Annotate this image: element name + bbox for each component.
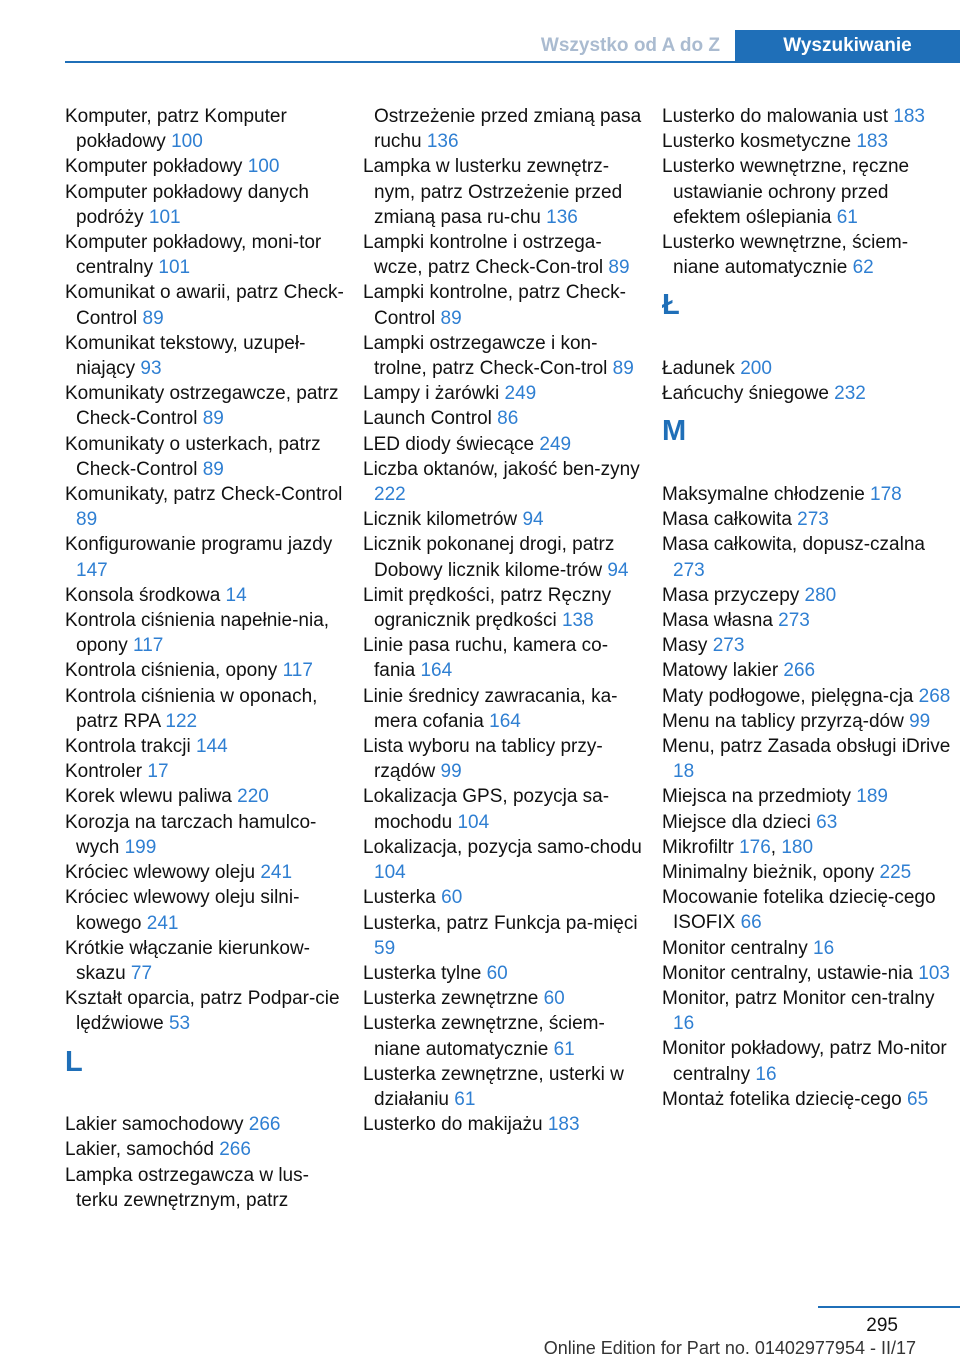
index-entry [65, 658, 350, 683]
page-link[interactable]: 117 [133, 635, 164, 657]
page-link[interactable]: 62 [852, 257, 874, 279]
index-entry [662, 860, 952, 885]
page-link[interactable]: 180 [781, 836, 814, 858]
index-entry [65, 230, 350, 280]
page-link[interactable]: 77 [130, 962, 153, 984]
page-link[interactable]: 89 [202, 458, 224, 480]
index-entry [65, 381, 350, 431]
page-link[interactable]: 273 [712, 635, 745, 657]
index-entry-term: Lakier, samochód [65, 1139, 220, 1161]
index-entry [662, 583, 952, 608]
index-entry-term: Lampki kontrolne i ostrzega‐wcze, patrz Check-Con‐trol [363, 232, 609, 279]
page-link[interactable]: 266 [219, 1139, 251, 1161]
index-entry-term: Monitor, patrz Monitor cen‐tralny [662, 988, 935, 1010]
index-entry [662, 129, 952, 154]
index-entry [65, 104, 350, 154]
page-link[interactable]: 144 [195, 736, 228, 758]
index-entry-term: Mocowanie fotelika dziecię‐cego ISOFIX [662, 887, 936, 934]
page-link[interactable]: 89 [76, 509, 98, 531]
index-entry-term: Lusterko do malowania ust [662, 106, 894, 127]
index-entry [65, 784, 350, 809]
index-letter-heading: L [65, 1045, 83, 1078]
page-link[interactable]: 61 [836, 206, 858, 228]
page-link[interactable]: 89 [202, 408, 224, 430]
index-entry-term: Komunikat tekstowy, uzupeł‐niający [65, 332, 306, 380]
index-entry-term: Łańcuchy śniegowe [662, 383, 835, 405]
page-link[interactable]: 89 [612, 358, 634, 380]
index-entry-term: Masa przyczepy [662, 584, 805, 606]
index-entry [65, 885, 350, 935]
page-link[interactable]: 268 [918, 685, 951, 707]
index-entry-term: Lusterko wewnętrzne, ściem‐niane automatycznie [662, 232, 909, 279]
index-entry-term: Konfigurowanie programu jazdy [65, 534, 333, 556]
page-link[interactable]: 60 [543, 988, 565, 1010]
index-entry-term: Kształt oparcia, patrz Podpar‐cie lędźwiowe [65, 988, 340, 1035]
page-link[interactable]: 89 [142, 307, 164, 329]
index-entry [363, 885, 648, 910]
page-link[interactable]: 273 [778, 610, 810, 631]
index-column-3 [662, 104, 952, 1112]
index-entry [363, 1112, 648, 1137]
index-entry [662, 961, 952, 986]
page-link[interactable]: 61 [454, 1088, 476, 1110]
page-link[interactable]: 63 [816, 811, 838, 833]
page-separator: , [770, 836, 782, 858]
page-link[interactable]: 101 [148, 206, 181, 228]
index-entry [65, 810, 350, 860]
index-entry [65, 860, 350, 885]
page-link[interactable]: 249 [539, 433, 572, 455]
page-link[interactable]: 280 [804, 584, 837, 606]
page-link[interactable]: 93 [140, 358, 162, 380]
index-entry-term: Krótkie włączanie kierunkow‐skazu [65, 937, 310, 984]
page-link[interactable]: 241 [146, 912, 179, 934]
index-entry-term: Komunikaty ostrzegawcze, patrz Check-Control [65, 383, 339, 430]
index-entry-term: Kontrola ciśnienia, opony [65, 660, 283, 682]
index-column-2 [363, 104, 648, 1137]
page-link[interactable]: 60 [441, 887, 463, 909]
index-entry-term: Lusterka tylne [363, 962, 487, 984]
index-entry [65, 936, 350, 986]
index-entry [363, 280, 648, 330]
index-entry-term: Menu na tablicy przyrzą‐dów [662, 710, 910, 732]
index-entry-term: Minimalny bieżnik, opony [662, 862, 880, 884]
page-number: 295 [866, 1315, 898, 1336]
index-entry [662, 381, 952, 406]
index-entry [363, 734, 648, 784]
index-entry [363, 911, 648, 961]
index-entry-term: Konsola środkowa [65, 584, 226, 606]
index-entry-term: Licznik kilometrów [363, 509, 523, 531]
page-link[interactable]: 273 [797, 509, 829, 531]
page-link[interactable]: 65 [907, 1088, 929, 1110]
index-entry [363, 684, 648, 734]
page-link[interactable]: 249 [504, 383, 537, 405]
index-entry [65, 432, 350, 482]
index-entry [363, 507, 648, 532]
page-link[interactable]: 89 [608, 257, 630, 279]
index-entry [65, 608, 350, 658]
index-entry-term: Lusterko kosmetyczne [662, 131, 857, 153]
index-entry [65, 684, 350, 734]
index-entry [363, 154, 648, 230]
page-link[interactable]: 53 [168, 1013, 191, 1035]
index-entry [662, 986, 952, 1036]
page-link[interactable]: 60 [486, 962, 508, 984]
index-entry [65, 1112, 350, 1137]
section-tab[interactable]: Wszystko od A do Z [540, 35, 720, 56]
index-letter-heading: M [662, 415, 687, 448]
index-entry-term: Lusterka [363, 887, 442, 909]
index-entry [363, 633, 648, 683]
index-entry [662, 810, 952, 835]
index-entry [65, 1163, 350, 1213]
page-link[interactable]: 100 [247, 156, 280, 178]
page-link[interactable]: 16 [755, 1063, 777, 1085]
index-entry-term: Komunikaty o usterkach, patrz Check-Control [65, 433, 321, 480]
index-entry-term: Masa własna [662, 610, 779, 631]
page-link[interactable]: 266 [783, 660, 816, 682]
page-link[interactable]: 104 [374, 862, 406, 884]
index-entry [662, 684, 952, 709]
index-entry-term: Monitor pokładowy, patrz Mo‐nitor centralny [662, 1038, 947, 1085]
page-link[interactable]: 104 [457, 811, 490, 833]
index-entry-term: Masy [662, 635, 713, 657]
index-entry-term: Lusterka, patrz Funkcja pa‐mięci [363, 912, 638, 934]
index-entry [65, 986, 350, 1036]
index-entry-term: Lampki kontrolne, patrz Check-Control [363, 282, 626, 329]
page-link[interactable]: 99 [440, 761, 462, 783]
index-entry-term: Komputer pokładowy danych podróży [65, 181, 309, 228]
index-entry-term: Lusterka zewnętrzne, ściem‐niane automatycznie [363, 1013, 605, 1060]
index-entry-term: Lampy i żarówki [363, 383, 505, 405]
index-entry [662, 784, 952, 809]
index-entry [662, 104, 952, 129]
index-entry [65, 331, 350, 381]
index-entry [65, 1137, 350, 1162]
index-letter-heading: Ł [662, 289, 680, 322]
page-link[interactable]: 100 [171, 131, 203, 153]
index-entry [363, 230, 648, 280]
index-entry-term: Miejsca na przedmioty [662, 786, 857, 808]
page-link[interactable]: 199 [124, 836, 157, 858]
index-entry [662, 734, 952, 784]
page-link[interactable]: 18 [673, 761, 695, 783]
page-link[interactable]: 273 [673, 559, 705, 581]
index-entry-term: Montaż fotelika dziecię‐cego [662, 1088, 908, 1110]
index-entry-term: Lampka ostrzegawcza w lus‐terku zewnętrznym, patrz [65, 1164, 309, 1211]
page-link[interactable]: 225 [879, 862, 912, 884]
index-entry [363, 406, 648, 431]
index-entry [363, 381, 648, 406]
index-entry-term: Miejsce dla dzieci [662, 811, 817, 833]
index-entry-term: Komputer pokładowy [65, 156, 248, 178]
footer-divider [818, 1306, 960, 1308]
page-link[interactable]: 183 [893, 106, 925, 127]
page-link[interactable]: 136 [426, 131, 459, 153]
index-entry [662, 608, 952, 633]
index-entry-term: Lista wyboru na tablicy przy‐rządów [363, 736, 603, 783]
index-entry [363, 961, 648, 986]
index-entry [662, 356, 952, 381]
page-link[interactable]: 16 [813, 937, 835, 959]
index-entry [363, 835, 648, 885]
index-entry [363, 532, 648, 582]
index-entry [363, 784, 648, 834]
page-link[interactable]: 164 [420, 660, 453, 682]
index-entry-term: LED diody świecące [363, 433, 540, 455]
index-entry [363, 331, 648, 381]
page-link[interactable]: 14 [225, 584, 247, 606]
index-entry [662, 482, 952, 507]
index-entry-term: Kontrola ciśnienia napełnie‐nia, opony [65, 610, 330, 657]
index-entry-term: Komputer pokładowy, moni‐tor centralny [65, 232, 322, 279]
page-link[interactable]: 66 [740, 912, 762, 934]
page-link[interactable]: 232 [834, 383, 866, 405]
page-link[interactable]: 222 [374, 484, 406, 506]
index-entry [65, 154, 350, 179]
index-entry-term: Kontrola trakcji [65, 736, 196, 758]
index-entry-term: Lusterko wewnętrzne, ręczne ustawianie ochrony przed efektem oślepiania [662, 156, 910, 228]
index-entry-term: Komputer, patrz Komputer pokładowy [65, 106, 287, 153]
index-entry-term: Ostrzeżenie przed zmianą pasa ruchu [374, 106, 642, 153]
page-link[interactable]: 16 [673, 1013, 695, 1035]
index-entry-term: Lokalizacja, pozycja samo‐chodu [363, 836, 642, 858]
index-entry [65, 482, 350, 532]
index-entry-term: Komunikat o awarii, patrz Check-Control [65, 282, 344, 329]
index-entry [662, 633, 952, 658]
index-entry-term: Menu, patrz Zasada obsługi iDrive [662, 736, 951, 758]
index-entry [65, 759, 350, 784]
index-entry-term: Lokalizacja GPS, pozycja sa‐mochodu [363, 786, 610, 833]
index-entry [662, 507, 952, 532]
index-entry-term: Limit prędkości, patrz Ręczny ogranicznik prędkości [363, 584, 612, 632]
page-link[interactable]: 103 [918, 962, 950, 984]
index-column-1 [65, 104, 350, 1213]
index-entry-term: Komunikaty, patrz Check-Control [65, 484, 343, 506]
index-entry [662, 230, 952, 280]
index-entry [662, 835, 952, 860]
header-divider [65, 61, 960, 63]
page-link[interactable]: 101 [158, 257, 191, 279]
index-entry [363, 104, 648, 154]
page-link[interactable]: 89 [440, 307, 462, 329]
index-entry-term: Lusterka zewnętrzne, usterki w działaniu [363, 1063, 624, 1110]
index-entry-term: Kontroler [65, 761, 148, 783]
index-entry-term: Maty podłogowe, pielęgna‐cja [662, 685, 919, 707]
index-entry [65, 734, 350, 759]
index-entry [662, 154, 952, 230]
page-link[interactable]: 189 [856, 786, 888, 808]
page-link[interactable]: 176 [739, 836, 771, 858]
index-entry [363, 1062, 648, 1112]
edition-footer: Online Edition for Part no. 01402977954 - II/17 [543, 1338, 916, 1358]
index-entry [65, 180, 350, 230]
index-entry-term: Linie średnicy zawracania, ka‐mera cofania [363, 685, 618, 732]
index-entry-term: Lusterko do makijażu [363, 1114, 548, 1136]
page-link[interactable]: 61 [553, 1038, 575, 1060]
page-link[interactable]: 183 [547, 1114, 580, 1136]
index-entry-term: Króciec wlewowy oleju silni‐kowego [65, 887, 300, 934]
index-entry [363, 986, 648, 1011]
index-entry-term: Licznik pokonanej drogi, patrz Dobowy licznik kilome‐trów [363, 534, 615, 581]
index-entry [65, 280, 350, 330]
index-entry [662, 1087, 952, 1112]
page-link[interactable]: 164 [489, 710, 521, 732]
index-entry-term: Monitor centralny [662, 937, 814, 959]
index-entry-term: Korozja na tarczach hamulco‐wych [65, 811, 317, 858]
page-link[interactable]: 147 [76, 559, 108, 581]
index-entry [662, 885, 952, 935]
index-entry-term: Lampki ostrzegawcze i kon‐trolne, patrz Check-Con‐trol [363, 332, 613, 380]
page-link[interactable]: 94 [522, 509, 544, 531]
index-entry [363, 583, 648, 633]
index-entry [662, 709, 952, 734]
page-link[interactable]: 99 [909, 710, 931, 732]
search-tab[interactable]: Wyszukiwanie [735, 30, 960, 61]
index-entry-term: Króciec wlewowy oleju [65, 862, 261, 884]
page-link[interactable]: 200 [740, 358, 772, 379]
index-entry-term: Korek wlewu paliwa [65, 786, 238, 808]
page-link[interactable]: 136 [546, 206, 578, 228]
index-entry [662, 1036, 952, 1086]
index-entry-term: Lakier samochodowy [65, 1114, 249, 1136]
index-entry-term: Maksymalne chłodzenie [662, 483, 871, 505]
page-link[interactable]: 266 [248, 1114, 281, 1136]
index-entry-term: Linie pasa ruchu, kamera co‐fania [363, 635, 609, 682]
page-link[interactable]: 17 [147, 761, 169, 783]
index-entry [662, 936, 952, 961]
page-link[interactable]: 183 [856, 131, 889, 153]
page-link[interactable]: 59 [374, 937, 396, 959]
index-entry-term: Masa całkowita [662, 509, 798, 531]
index-entry [662, 658, 952, 683]
index-entry-term: Liczba oktanów, jakość ben‐zyny [363, 458, 640, 480]
page-link[interactable]: 86 [497, 408, 519, 430]
index-entry-term: Ładunek [662, 358, 741, 379]
index-entry-term: Launch Control [363, 408, 498, 430]
page-link[interactable]: 94 [607, 559, 629, 581]
page-link[interactable]: 241 [260, 862, 293, 884]
index-entry-term: Kontrola ciśnienia w oponach, patrz RPA [65, 685, 318, 732]
page-link[interactable]: 220 [237, 786, 269, 808]
index-entry-term: Matowy lakier [662, 660, 784, 682]
index-entry-term: Masa całkowita, dopusz‐czalna [662, 534, 925, 556]
index-entry [363, 1011, 648, 1061]
page-link[interactable]: 122 [165, 710, 198, 732]
index-entry [65, 532, 350, 582]
index-entry [363, 432, 648, 457]
index-entry [363, 457, 648, 507]
index-entry-term: Monitor centralny, ustawie‐nia [662, 962, 919, 984]
page-link[interactable]: 178 [870, 483, 902, 505]
page-link[interactable]: 138 [561, 610, 594, 632]
index-entry [65, 583, 350, 608]
index-entry-term: Lampka w lusterku zewnętrz‐nym, patrz Ostrzeżenie przed zmianą pasa ru‐chu [363, 156, 623, 228]
index-entry-term: Lusterka zewnętrzne [363, 988, 544, 1010]
index-entry [662, 532, 952, 582]
page-link[interactable]: 117 [282, 660, 313, 682]
index-entry-term: Mikrofiltr [662, 836, 740, 858]
